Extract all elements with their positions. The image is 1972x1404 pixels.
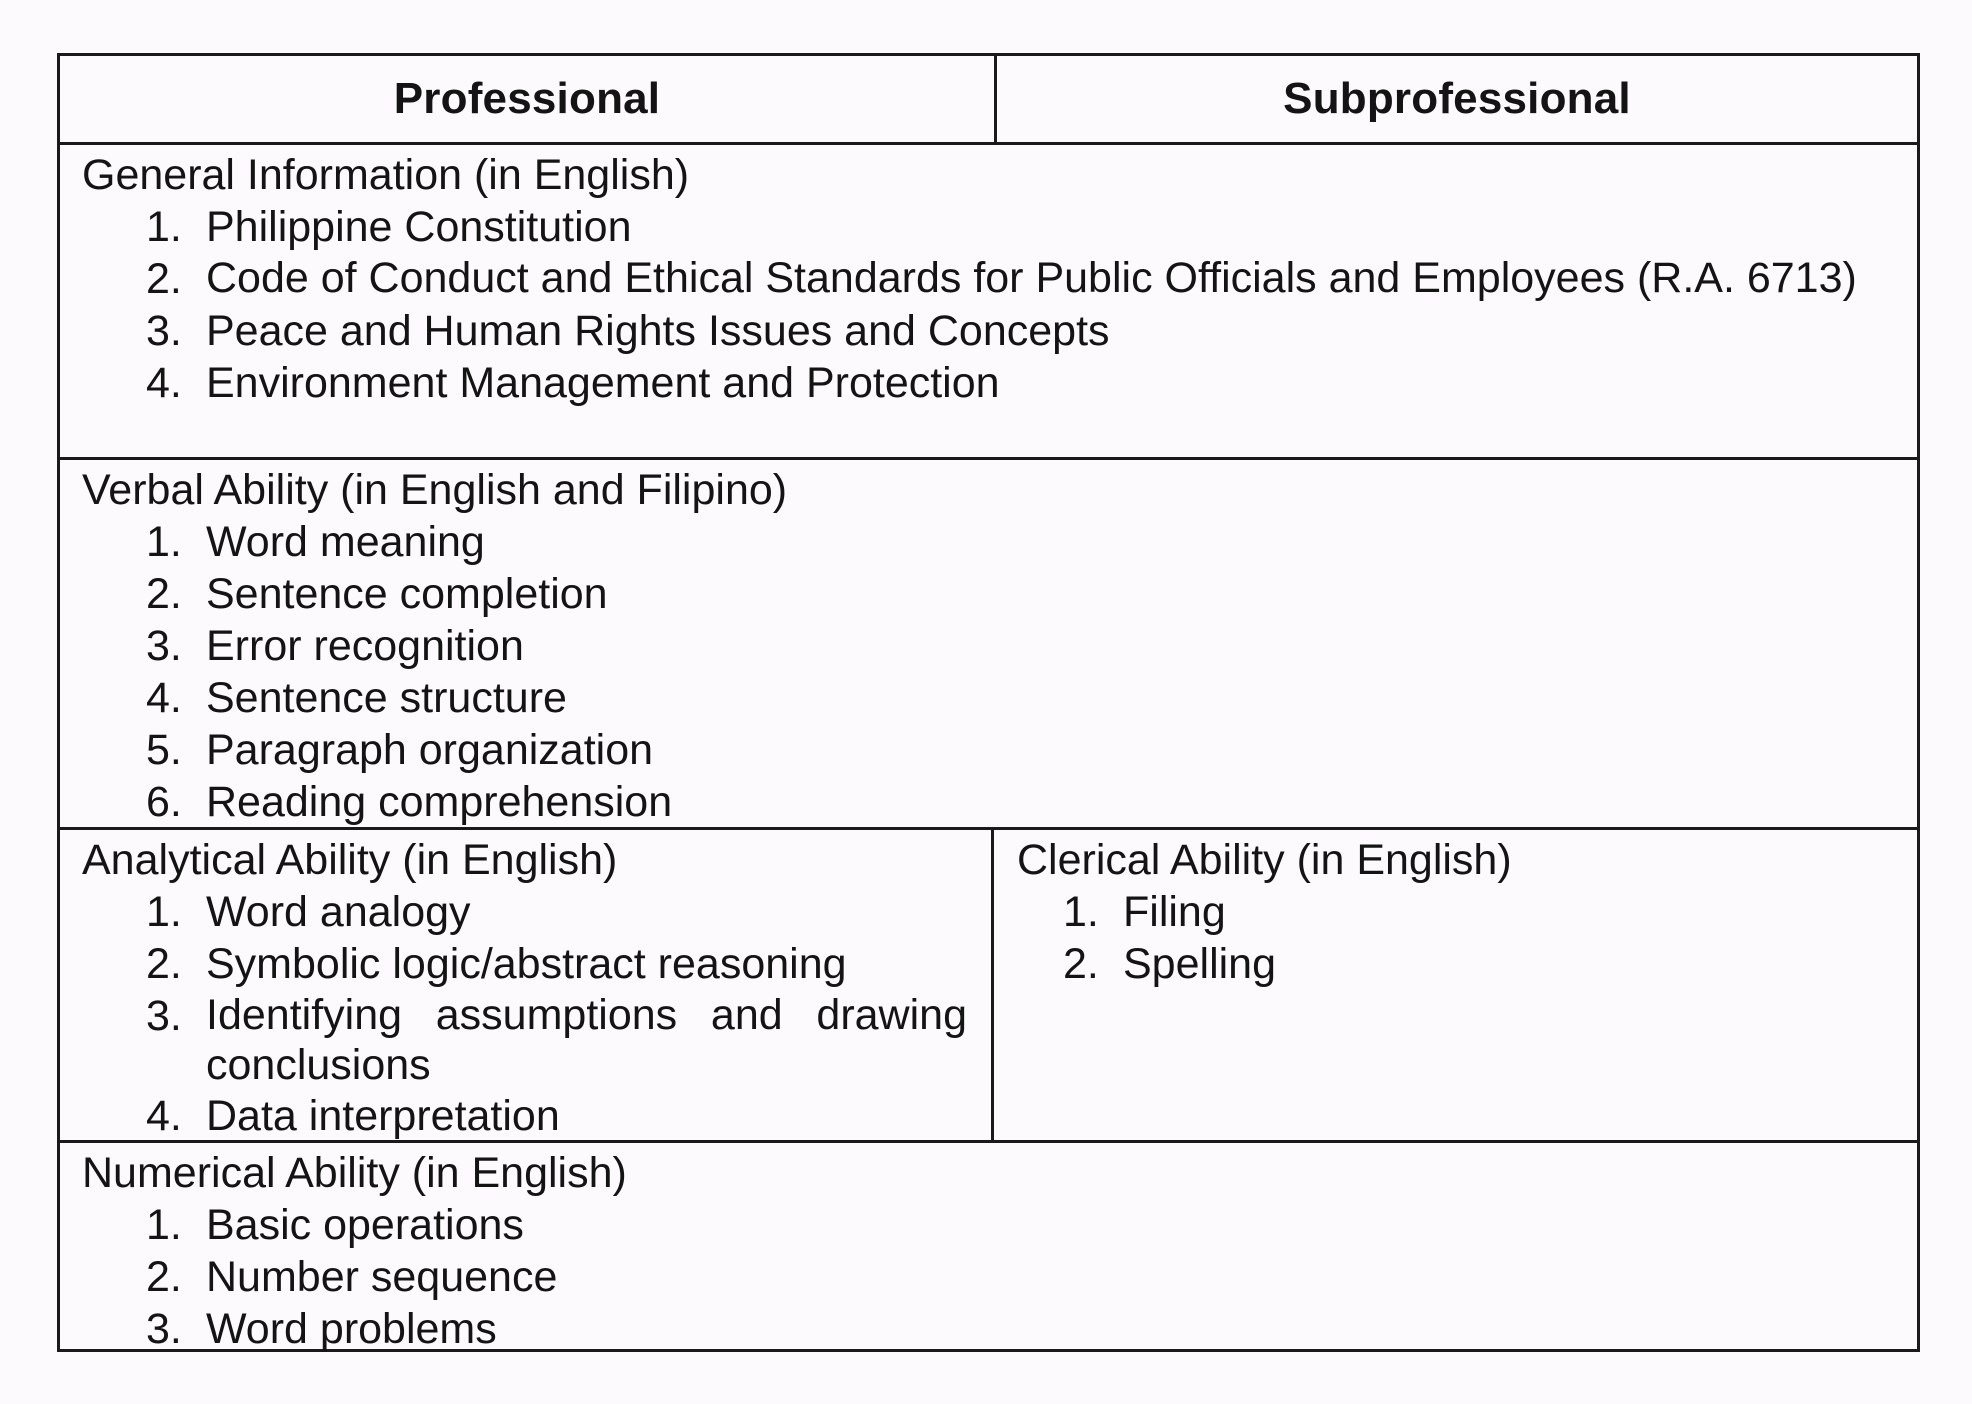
item-text: Error recognition (206, 622, 524, 670)
verbal-ability-row (60, 457, 1917, 827)
item-number: 4. (146, 674, 182, 722)
item-text: Basic operations (206, 1201, 524, 1249)
general-information-row (60, 142, 1917, 457)
list-item (60, 672, 1917, 724)
item-text: Paragraph organization (206, 726, 654, 774)
verbal-ability-cell (60, 460, 1917, 827)
item-text: Identifying assumptions and drawing conclusions (206, 991, 967, 1089)
item-number: 4. (146, 1092, 182, 1140)
list-item (60, 886, 991, 938)
general-information-cell (60, 145, 1917, 457)
item-number: 1. (146, 1201, 182, 1249)
item-text: Word problems (206, 1305, 497, 1353)
numerical-ability-cell (60, 1143, 1917, 1353)
item-text: Peace and Human Rights Issues and Concepts (206, 307, 1110, 355)
item-text: Number sequence (206, 1253, 558, 1301)
header-professional: Professional (60, 56, 997, 142)
item-number: 1. (146, 203, 182, 251)
item-text: Code of Conduct and Ethical Standards for Public Officials and Employees (R.A. 6713) (206, 254, 1857, 302)
list-item (60, 357, 1917, 409)
list-item (60, 620, 1917, 672)
item-number: 3. (146, 1305, 182, 1353)
analytical-ability-cell (60, 830, 994, 1140)
list-item (60, 776, 1917, 828)
item-number: 3. (146, 992, 182, 1040)
list-item (60, 305, 1917, 357)
list-item (60, 568, 1917, 620)
item-text: Sentence completion (206, 570, 608, 618)
list-item (60, 724, 1917, 776)
item-number: 2. (146, 570, 182, 618)
item-number: 3. (146, 307, 182, 355)
list-item (997, 938, 1917, 990)
exam-coverage-table (57, 53, 1920, 1352)
section-title-general-information: General Information (in English) (82, 151, 690, 199)
item-number: 2. (146, 255, 182, 303)
item-text: Word meaning (206, 518, 485, 566)
list-item (60, 1303, 1917, 1355)
item-text: Sentence structure (206, 674, 567, 722)
verbal-ability-list (60, 516, 1917, 828)
item-number: 6. (146, 778, 182, 826)
item-text: Environment Management and Protection (206, 359, 1000, 407)
item-number: 1. (146, 888, 182, 936)
section-title-numerical-ability: Numerical Ability (in English) (82, 1149, 627, 1197)
item-number: 4. (146, 359, 182, 407)
item-number: 2. (146, 940, 182, 988)
clerical-ability-list (997, 886, 1917, 990)
list-item (60, 990, 991, 1090)
list-item (60, 1090, 991, 1142)
list-item (60, 201, 1917, 253)
header-subprofessional: Subprofessional (1283, 74, 1631, 123)
item-text: Filing (1123, 888, 1226, 936)
item-number: 2. (146, 1253, 182, 1301)
clerical-ability-cell (997, 830, 1917, 1140)
general-information-list (60, 201, 1917, 409)
item-number: 1. (146, 518, 182, 566)
analytical-clerical-row (60, 827, 1917, 1140)
item-text: Word analogy (206, 888, 471, 936)
section-title-clerical-ability: Clerical Ability (in English) (1017, 836, 1512, 884)
item-number: 3. (146, 622, 182, 670)
analytical-ability-list (60, 886, 991, 1142)
item-text: Data interpretation (206, 1092, 560, 1140)
item-text: Reading comprehension (206, 778, 673, 826)
list-item (60, 253, 1917, 305)
item-text: Symbolic logic/abstract reasoning (206, 940, 847, 988)
numerical-ability-list (60, 1199, 1917, 1355)
item-number: 2. (1063, 940, 1099, 988)
list-item (60, 1199, 1917, 1251)
item-number: 5. (146, 726, 182, 774)
list-item (60, 1251, 1917, 1303)
header-row (60, 56, 1917, 142)
list-item (60, 516, 1917, 568)
list-item (60, 938, 991, 990)
item-number: 1. (1063, 888, 1099, 936)
section-title-verbal-ability: Verbal Ability (in English and Filipino) (82, 466, 788, 514)
numerical-ability-row (60, 1140, 1917, 1353)
item-text: Spelling (1123, 940, 1276, 988)
section-title-analytical-ability: Analytical Ability (in English) (82, 836, 618, 884)
list-item (997, 886, 1917, 938)
item-text: Philippine Constitution (206, 203, 632, 251)
